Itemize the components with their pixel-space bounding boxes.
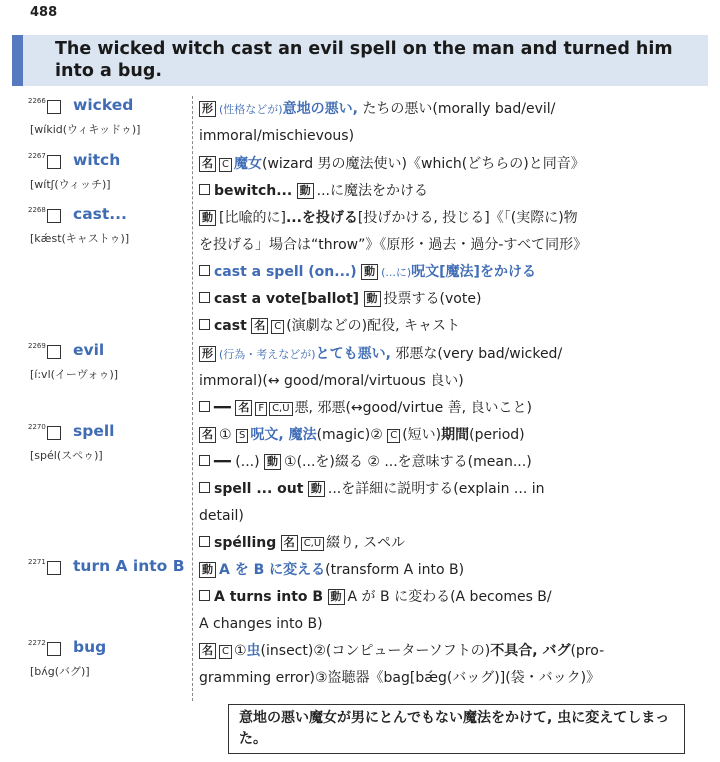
headword: cast...: [73, 205, 127, 223]
entry-number: 2269: [28, 342, 46, 350]
checkbox[interactable]: [47, 209, 61, 223]
pronunciation: [í:vl(イーヴォゥ)]: [30, 368, 119, 381]
entry-number: 2271: [28, 558, 46, 566]
definition: 名 C 魔女(wizard 男の魔法使い)《which(どちらの)と同音》 bewitch... 動 ...に魔法をかける: [199, 151, 669, 205]
entry-number: 2266: [28, 97, 46, 105]
pronunciation: [wítʃ(ウィッチ)]: [30, 178, 111, 191]
checkbox[interactable]: [47, 345, 61, 359]
checkbox[interactable]: [47, 155, 61, 169]
checkbox[interactable]: [47, 561, 61, 575]
definition: 名 C ①虫(insect)②(コンピューターソフトの)不具合, バグ(pro- gramming error)③盗聴器《bag[bǽg(バッグ)](袋・バック)》: [199, 643, 605, 686]
definition: 名 ① S 呪文, 魔法(magic)② C (短い)期間(period) ━━ (...) 動 ①(...を)綴る ② ...を意味する(mean...) spell ... out 動 ...を詳細に説明する(explain ... in detail) spélling 名 C,U 綴り, スペル: [199, 427, 545, 551]
entry-number: 2267: [28, 152, 46, 160]
column-divider: [192, 96, 193, 701]
headword: spell: [73, 422, 115, 440]
definition: 形 (行為・考えなどが)とても悪い, 邪悪な(very bad/wicked/ immoral)(↔ good/moral/virtuous 良い) ━━ 名 F C,U 悪, 邪悪(↔good/virtue 善, 良いこと): [199, 346, 563, 416]
pronunciation: [wíkid(ウィキッドゥ)]: [30, 123, 141, 136]
definition: 形 (性格などが)意地の悪い, たちの悪い(morally bad/evil/ immoral/mischievous): [199, 101, 556, 144]
entry-number: 2270: [28, 423, 46, 431]
headword: turn A into B: [73, 557, 185, 575]
banner-accent-bar: [12, 35, 23, 86]
headword: witch: [73, 151, 121, 169]
pronunciation: [spél(スペゥ)]: [30, 449, 103, 462]
pronunciation: [kǽst(キャストゥ)]: [30, 232, 130, 245]
entry-number: 2268: [28, 206, 46, 214]
headline-sentence: The wicked witch cast an evil spell on the man and turned him into a bug.: [55, 39, 673, 81]
checkbox[interactable]: [47, 426, 61, 440]
page-number: 488: [30, 5, 58, 20]
headline-banner: [12, 35, 708, 86]
entry-number: 2272: [28, 639, 46, 647]
definition: 動 [比喩的に]...を投げる[投げかける, 投じる]《「(実際に)物 を投げる」場合は“throw”》《原形・過去・過分-すべて同形》 cast a spell (on...) 動 (...に)呪文[魔法]をかける cast a vote[ballot] 動 投票する(vote) cast 名 C (演劇などの)配役, キャスト: [199, 210, 588, 334]
pronunciation: [bʌ́g(バグ)]: [30, 665, 90, 678]
headword: wicked: [73, 96, 134, 114]
headword: evil: [73, 341, 105, 359]
headword: bug: [73, 638, 107, 656]
translation-box: 意地の悪い魔女が男にとんでもない魔法をかけて, 虫に変えてしまった。: [228, 704, 685, 754]
definition: 動 A を B に変える(transform A into B) A turns into B 動 A が B に変わる(A becomes B/ A changes into B): [199, 562, 552, 632]
checkbox[interactable]: [47, 642, 61, 656]
checkbox[interactable]: [47, 100, 61, 114]
